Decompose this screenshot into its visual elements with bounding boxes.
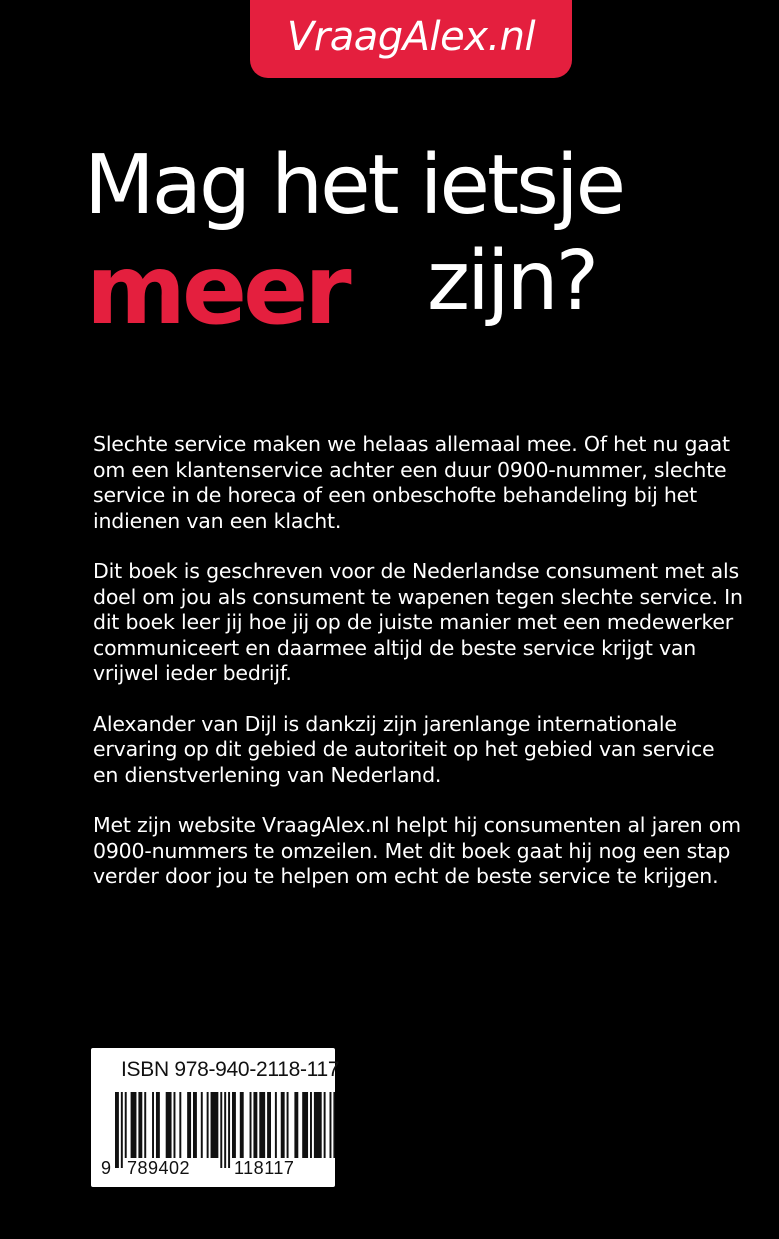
barcode-bar	[275, 1092, 277, 1158]
paragraph-author: Alexander van Dijl is dankzij zijn jarenlange internationale ervaring op dit gebied de autoriteit op het gebied van service en dienstverlening van Nederland.	[93, 711, 715, 787]
brand-label: VraagAlex.nl	[286, 14, 536, 60]
paragraph-intro: Slechte service maken we helaas allemaal mee. Of het nu gaat om een klantenservice achter een duur 0900-nummer, slechte service in de horeca of een onbeschofte behandeling bij het indienen van een klacht.	[93, 432, 730, 533]
barcode-bar	[156, 1092, 160, 1158]
isbn-barcode-box	[91, 1048, 340, 1187]
barcode-bar	[310, 1092, 312, 1158]
barcode-bar	[281, 1092, 285, 1158]
barcode-bar	[131, 1092, 137, 1158]
barcode-bar	[324, 1092, 326, 1158]
isbn-label: ISBN 978-940-2118-117	[121, 1058, 340, 1081]
paragraph-purpose: Dit boek is geschreven voor de Nederlandse consument met als doel om jou als consument te wapenen tegen slechte service. In dit boek leer jij hoe jij op de juiste manier met een medewerker communiceert en daarmee altijd de beste service krijgt van vrijwel ieder bedrijf.	[93, 559, 743, 685]
barcode-bar	[174, 1092, 176, 1158]
barcode-bar	[187, 1092, 191, 1158]
barcode-digits-left: 789402	[127, 1158, 191, 1178]
barcode-bar	[228, 1092, 230, 1168]
barcode-bar	[287, 1092, 289, 1158]
barcode-digit-lead: 9	[101, 1158, 112, 1178]
barcode-bar	[166, 1092, 172, 1158]
headline-tail-word: zijn?	[427, 234, 597, 329]
barcode-bar	[211, 1092, 219, 1158]
barcode-bar	[294, 1092, 298, 1158]
barcode-bar	[314, 1092, 322, 1158]
barcode-bar	[240, 1092, 244, 1158]
barcode-bar	[138, 1092, 142, 1158]
barcode-bar	[224, 1092, 226, 1168]
barcode-bar	[333, 1092, 335, 1158]
barcode-bar	[201, 1092, 203, 1158]
barcode-bar	[267, 1092, 271, 1158]
barcode-bar	[302, 1092, 308, 1158]
barcode-bar	[125, 1092, 127, 1158]
barcode-bar	[144, 1092, 146, 1158]
barcode-bar	[193, 1092, 197, 1158]
barcode-bar	[259, 1092, 265, 1158]
barcode-bar	[179, 1092, 181, 1158]
brand-tab	[250, 0, 572, 78]
barcode-digits-right: 118117	[234, 1158, 295, 1178]
barcode-bar	[253, 1092, 257, 1158]
barcode-bar	[115, 1092, 119, 1168]
barcode-bar	[152, 1092, 154, 1158]
headline	[84, 138, 764, 346]
barcode-bar	[250, 1092, 252, 1158]
headline-line-2	[84, 232, 764, 346]
headline-accent-word: meer	[86, 234, 348, 346]
headline-line-1: Mag het ietsje	[84, 138, 624, 233]
barcode-bar	[232, 1092, 236, 1158]
paragraph-website: Met zijn website VraagAlex.nl helpt hij consumenten al jaren om 0900-nummers te omzeilen. Met dit boek gaat hij nog een stap verder door jou te helpen om echt de beste service te krijgen.	[93, 813, 741, 888]
back-cover-text	[93, 432, 743, 915]
barcode-bar	[207, 1092, 209, 1158]
barcode-bar	[330, 1092, 332, 1158]
barcode-bar	[220, 1092, 222, 1168]
barcode-bar	[121, 1092, 123, 1168]
